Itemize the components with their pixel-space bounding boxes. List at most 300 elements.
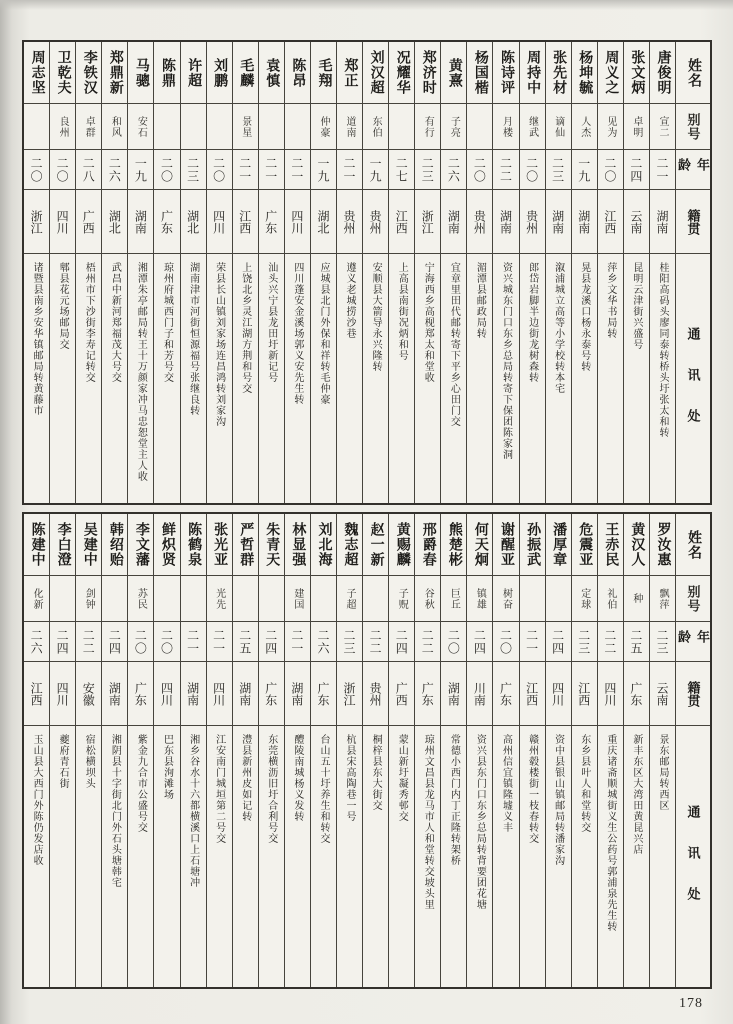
entry-native-place: 广东 bbox=[493, 662, 518, 726]
entry-alias: 化新 bbox=[24, 576, 49, 622]
entry-native-place: 湖北 bbox=[311, 190, 336, 254]
entry-address: 资中县银山镇邮局转潘家沟 bbox=[552, 734, 564, 866]
directory-entry-column bbox=[598, 42, 624, 503]
directory-entry-column bbox=[624, 514, 650, 987]
entry-native-place: 四川 bbox=[598, 662, 623, 726]
entry-alias: 礼伯 bbox=[598, 576, 623, 622]
entry-age: 二〇 bbox=[467, 150, 492, 190]
entry-alias: 月楼 bbox=[493, 104, 518, 150]
entry-age: 二〇 bbox=[598, 150, 623, 190]
directory-entry-column bbox=[259, 42, 285, 503]
entry-name: 袁慎 bbox=[259, 42, 284, 104]
entry-alias: 卓群 bbox=[76, 104, 101, 150]
entry-name: 况耀华 bbox=[389, 42, 414, 104]
entry-native-place: 四川 bbox=[50, 190, 75, 254]
entry-address: 溆浦城立高等小学校转本宅 bbox=[552, 262, 564, 394]
entry-name: 李文藩 bbox=[128, 514, 153, 576]
directory-entry-column bbox=[546, 42, 572, 503]
row-header-address: 通 讯 处 bbox=[685, 327, 701, 422]
entry-age: 二二 bbox=[598, 622, 623, 662]
entry-name: 陈昂 bbox=[285, 42, 310, 104]
directory-entry-column bbox=[154, 514, 180, 987]
entry-age: 二三 bbox=[546, 150, 571, 190]
entry-age: 二六 bbox=[102, 150, 127, 190]
entry-alias: 剑钟 bbox=[76, 576, 101, 622]
directory-entry-column bbox=[415, 42, 441, 503]
entry-alias bbox=[259, 104, 284, 150]
row-header-alias: 别号 bbox=[676, 576, 710, 622]
entry-age: 二二 bbox=[493, 150, 518, 190]
entry-name: 危震亚 bbox=[572, 514, 597, 576]
entry-native-place: 贵州 bbox=[363, 662, 388, 726]
entry-alias bbox=[50, 576, 75, 622]
entry-native-place: 广东 bbox=[259, 190, 284, 254]
entry-address: 蒙山新圩凝秀邨交 bbox=[396, 734, 408, 822]
entry-age: 二六 bbox=[24, 622, 49, 662]
entry-native-place: 贵州 bbox=[363, 190, 388, 254]
entry-name: 何天炯 bbox=[467, 514, 492, 576]
entry-native-place: 广东 bbox=[154, 190, 179, 254]
entry-native-place: 湖南 bbox=[285, 662, 310, 726]
entry-native-place: 四川 bbox=[154, 662, 179, 726]
row-header-column bbox=[676, 514, 710, 987]
entry-native-place: 广东 bbox=[415, 662, 440, 726]
directory-entry-column bbox=[415, 514, 441, 987]
entry-age: 二五 bbox=[624, 622, 649, 662]
entry-native-place: 江西 bbox=[389, 190, 414, 254]
entry-age: 二三 bbox=[337, 622, 362, 662]
entry-name: 赵一新 bbox=[363, 514, 388, 576]
entry-address: 荣县长山镇刘家场连昌鸿转刘家沟 bbox=[213, 262, 225, 427]
directory-entry-column bbox=[50, 514, 76, 987]
entry-native-place: 四川 bbox=[207, 662, 232, 726]
entry-name: 周志坚 bbox=[24, 42, 49, 104]
directory-entry-column bbox=[181, 514, 207, 987]
entry-alias bbox=[207, 104, 232, 150]
entry-age: 二〇 bbox=[493, 622, 518, 662]
entry-alias: 子超 bbox=[337, 576, 362, 622]
directory-entry-column bbox=[441, 42, 467, 503]
directory-entry-column bbox=[285, 42, 311, 503]
entry-age: 二〇 bbox=[154, 150, 179, 190]
entry-alias: 景星 bbox=[233, 104, 258, 150]
entry-name: 杨国楷 bbox=[467, 42, 492, 104]
directory-entry-column bbox=[337, 42, 363, 503]
entry-address: 安顺县大箭导永兴隆转 bbox=[370, 262, 382, 372]
entry-age: 一九 bbox=[128, 150, 153, 190]
entry-age: 二四 bbox=[50, 622, 75, 662]
entry-name: 唐俊明 bbox=[650, 42, 675, 104]
entry-age: 二一 bbox=[207, 622, 232, 662]
directory-entry-column bbox=[207, 514, 233, 987]
entry-address: 重庆诸斋顺城街义生公药号郭浦泉先生转 bbox=[604, 734, 616, 932]
entry-age: 二六 bbox=[311, 622, 336, 662]
entry-address: 湘乡谷水十六都横溪口上石塘冲 bbox=[187, 734, 199, 888]
entry-name: 黄熹 bbox=[441, 42, 466, 104]
entry-address: 郎岱岩脚半边街龙树森转 bbox=[526, 262, 538, 383]
entry-age: 二三 bbox=[181, 150, 206, 190]
entry-native-place: 江西 bbox=[520, 662, 545, 726]
entry-age: 二一 bbox=[650, 150, 675, 190]
directory-entry-column bbox=[50, 42, 76, 503]
entry-address: 应城县北门外保和祥转毛仲豪 bbox=[317, 262, 329, 405]
entry-age: 二〇 bbox=[154, 622, 179, 662]
entry-native-place: 四川 bbox=[546, 662, 571, 726]
row-header-age: 年龄 bbox=[676, 150, 710, 190]
entry-alias bbox=[233, 576, 258, 622]
entry-name: 林显强 bbox=[285, 514, 310, 576]
entry-address: 玉山县大西门外陈仍发店收 bbox=[31, 734, 43, 866]
entry-address: 澧县新州皮如记转 bbox=[239, 734, 251, 822]
entry-native-place: 广东 bbox=[259, 662, 284, 726]
directory-entry-column bbox=[467, 514, 493, 987]
entry-address: 上饶北乡灵江湖方荆和号交 bbox=[239, 262, 251, 394]
entry-name: 邢爵春 bbox=[415, 514, 440, 576]
directory-entry-column bbox=[493, 514, 519, 987]
entry-native-place: 湖南 bbox=[650, 190, 675, 254]
entry-alias: 子亮 bbox=[441, 104, 466, 150]
directory-entry-column bbox=[389, 42, 415, 503]
entry-name: 潘厚章 bbox=[546, 514, 571, 576]
entry-name: 吴建中 bbox=[76, 514, 101, 576]
entry-alias: 东伯 bbox=[363, 104, 388, 150]
entry-age: 二八 bbox=[76, 150, 101, 190]
entry-name: 李铁汉 bbox=[76, 42, 101, 104]
entry-address: 东乡县叶人和堂转交 bbox=[578, 734, 590, 833]
row-header-native_place: 籍贯 bbox=[676, 662, 710, 726]
entry-native-place: 广西 bbox=[389, 662, 414, 726]
entry-native-place: 江西 bbox=[233, 190, 258, 254]
directory-entry-column bbox=[181, 42, 207, 503]
entry-native-place: 湖南 bbox=[546, 190, 571, 254]
entry-address: 桐梓县东大街交 bbox=[370, 734, 382, 811]
entry-alias: 有行 bbox=[415, 104, 440, 150]
entry-address: 夔府青石街 bbox=[57, 734, 69, 789]
entry-address: 紫金九合市公盛号交 bbox=[135, 734, 147, 833]
entry-age: 二〇 bbox=[128, 622, 153, 662]
entry-address: 醴陵南城杨义发转 bbox=[291, 734, 303, 822]
directory-entry-column bbox=[493, 42, 519, 503]
entry-age: 二〇 bbox=[441, 622, 466, 662]
entry-name: 王赤民 bbox=[598, 514, 623, 576]
entry-age: 二〇 bbox=[207, 150, 232, 190]
entry-name: 陈鹤泉 bbox=[181, 514, 206, 576]
entry-address: 琼州府城西门子和芳号交 bbox=[161, 262, 173, 383]
directory-entry-column bbox=[389, 514, 415, 987]
entry-alias bbox=[154, 576, 179, 622]
entry-name: 张文炳 bbox=[624, 42, 649, 104]
directory-entry-column bbox=[467, 42, 493, 503]
page-number: 178 bbox=[679, 996, 703, 1011]
entry-name: 黄汉人 bbox=[624, 514, 649, 576]
directory-entry-column bbox=[572, 42, 598, 503]
entry-alias: 安石 bbox=[128, 104, 153, 150]
directory-entry-column bbox=[441, 514, 467, 987]
entry-alias: 苏民 bbox=[128, 576, 153, 622]
entry-address: 赣州毂楼街一枝春转交 bbox=[526, 734, 538, 844]
entry-age: 二〇 bbox=[520, 150, 545, 190]
directory-entry-column bbox=[520, 42, 546, 503]
entry-name: 陈诗评 bbox=[493, 42, 518, 104]
entry-age: 二四 bbox=[102, 622, 127, 662]
row-header-column bbox=[676, 42, 710, 503]
entry-address: 琼州文昌县龙马市人和堂转交坡头里 bbox=[422, 734, 434, 910]
entry-age: 二四 bbox=[259, 622, 284, 662]
entry-name: 周义之 bbox=[598, 42, 623, 104]
entry-age: 二一 bbox=[259, 150, 284, 190]
entry-alias bbox=[24, 104, 49, 150]
entry-native-place: 江西 bbox=[572, 662, 597, 726]
entry-age: 二三 bbox=[415, 150, 440, 190]
entry-native-place: 贵州 bbox=[337, 190, 362, 254]
directory-entry-column bbox=[650, 42, 676, 503]
entry-name: 马骢 bbox=[128, 42, 153, 104]
entry-name: 张光亚 bbox=[207, 514, 232, 576]
directory-entry-column bbox=[546, 514, 572, 987]
entry-alias: 继武 bbox=[520, 104, 545, 150]
entry-address: 遵义老城捞沙巷 bbox=[344, 262, 356, 339]
entry-alias: 镇雄 bbox=[467, 576, 492, 622]
entry-name: 张先材 bbox=[546, 42, 571, 104]
entry-address: 萍乡文华书局转 bbox=[604, 262, 616, 339]
entry-address: 上高县南街况炳和号 bbox=[396, 262, 408, 361]
directory-entry-column bbox=[598, 514, 624, 987]
entry-native-place: 贵州 bbox=[467, 190, 492, 254]
entry-alias: 谪仙 bbox=[546, 104, 571, 150]
row-header-address: 通 讯 处 bbox=[685, 805, 701, 900]
entry-age: 二四 bbox=[546, 622, 571, 662]
entry-alias bbox=[363, 576, 388, 622]
entry-alias: 建国 bbox=[285, 576, 310, 622]
entry-native-place: 云南 bbox=[624, 190, 649, 254]
entry-alias: 人杰 bbox=[572, 104, 597, 150]
entry-age: 二一 bbox=[181, 622, 206, 662]
entry-name: 孙振武 bbox=[520, 514, 545, 576]
entry-alias bbox=[389, 104, 414, 150]
entry-native-place: 浙江 bbox=[415, 190, 440, 254]
entry-native-place: 湖南 bbox=[102, 662, 127, 726]
entry-age: 二二 bbox=[76, 622, 101, 662]
directory-entry-column bbox=[311, 514, 337, 987]
entry-name: 谢醒亚 bbox=[493, 514, 518, 576]
entry-name: 陈建中 bbox=[24, 514, 49, 576]
entry-address: 湄潭县邮政局转 bbox=[474, 262, 486, 339]
entry-native-place: 湖南 bbox=[128, 190, 153, 254]
entry-age: 一九 bbox=[311, 150, 336, 190]
entry-native-place: 湖南 bbox=[181, 662, 206, 726]
entry-address: 高州信宜镇隆墟义丰 bbox=[500, 734, 512, 833]
entry-address: 资兴县东门口东乡总局转背要团花塘 bbox=[474, 734, 486, 910]
entry-alias bbox=[520, 576, 545, 622]
entry-name: 罗汝惠 bbox=[650, 514, 675, 576]
entry-name: 刘汉超 bbox=[363, 42, 388, 104]
entry-alias: 良州 bbox=[50, 104, 75, 150]
entry-address: 新丰东区大湾田黄昆兴店 bbox=[630, 734, 642, 855]
directory-entry-column bbox=[76, 514, 102, 987]
entry-name: 熊楚彬 bbox=[441, 514, 466, 576]
row-header-name: 姓名 bbox=[676, 42, 710, 104]
entry-age: 一九 bbox=[572, 150, 597, 190]
entry-address: 宿松横坝头 bbox=[83, 734, 95, 789]
entry-alias bbox=[311, 576, 336, 622]
entry-name: 朱青天 bbox=[259, 514, 284, 576]
entry-name: 毛麟 bbox=[233, 42, 258, 104]
entry-age: 一九 bbox=[363, 150, 388, 190]
entry-alias: 种 bbox=[624, 576, 649, 622]
entry-age: 二一 bbox=[285, 150, 310, 190]
entry-address: 昆明云津街兴盛号 bbox=[630, 262, 642, 350]
entry-native-place: 广东 bbox=[311, 662, 336, 726]
directory-entry-column bbox=[102, 514, 128, 987]
entry-address: 江安南门城垣第二号交 bbox=[213, 734, 225, 844]
entry-alias bbox=[181, 104, 206, 150]
entry-native-place: 湖南 bbox=[493, 190, 518, 254]
directory-entry-column bbox=[337, 514, 363, 987]
entry-native-place: 广东 bbox=[624, 662, 649, 726]
entry-native-place: 贵州 bbox=[520, 190, 545, 254]
directory-table-bottom bbox=[22, 512, 712, 989]
entry-native-place: 四川 bbox=[285, 190, 310, 254]
directory-entry-column bbox=[207, 42, 233, 503]
directory-entry-column bbox=[128, 42, 154, 503]
directory-entry-column bbox=[259, 514, 285, 987]
directory-table-top bbox=[22, 40, 712, 505]
entry-address: 汕头兴宁县龙田圩新记号 bbox=[265, 262, 277, 383]
directory-entry-column bbox=[102, 42, 128, 503]
entry-alias: 宣二 bbox=[650, 104, 675, 150]
entry-address: 宁海西乡高枧郑太和堂收 bbox=[422, 262, 434, 383]
entry-native-place: 广西 bbox=[76, 190, 101, 254]
row-header-age: 年龄 bbox=[676, 622, 710, 662]
entry-alias: 仲豪 bbox=[311, 104, 336, 150]
entry-native-place: 湖南 bbox=[233, 662, 258, 726]
entry-address: 东莞横沥旧圩合利号交 bbox=[265, 734, 277, 844]
entry-name: 毛翔 bbox=[311, 42, 336, 104]
entry-alias: 飘萍 bbox=[650, 576, 675, 622]
entry-name: 卫乾夫 bbox=[50, 42, 75, 104]
entry-alias bbox=[546, 576, 571, 622]
entry-name: 鲜炽贤 bbox=[154, 514, 179, 576]
directory-entry-column bbox=[24, 42, 50, 503]
entry-native-place: 四川 bbox=[207, 190, 232, 254]
entry-address: 郫县花元场邮局交 bbox=[57, 262, 69, 350]
entry-native-place: 湖南 bbox=[441, 190, 466, 254]
entry-alias bbox=[259, 576, 284, 622]
entry-address: 资兴城东门口东乡总局转寄下保团陈家洞 bbox=[500, 262, 512, 460]
entry-native-place: 湖南 bbox=[572, 190, 597, 254]
entry-address: 梧州市下沙街李寿记转交 bbox=[83, 262, 95, 383]
entry-age: 二〇 bbox=[24, 150, 49, 190]
directory-entry-column bbox=[363, 514, 389, 987]
entry-alias: 谷秋 bbox=[415, 576, 440, 622]
entry-alias: 定球 bbox=[572, 576, 597, 622]
entry-age: 二三 bbox=[650, 622, 675, 662]
entry-name: 杨坤毓 bbox=[572, 42, 597, 104]
entry-age: 二五 bbox=[233, 622, 258, 662]
directory-entry-column bbox=[128, 514, 154, 987]
entry-age: 二三 bbox=[572, 622, 597, 662]
entry-native-place: 浙江 bbox=[24, 190, 49, 254]
directory-entry-column bbox=[285, 514, 311, 987]
entry-native-place: 江西 bbox=[24, 662, 49, 726]
entry-native-place: 四川 bbox=[50, 662, 75, 726]
entry-age: 二二 bbox=[363, 622, 388, 662]
directory-entry-column bbox=[154, 42, 180, 503]
entry-alias: 道南 bbox=[337, 104, 362, 150]
directory-entry-column bbox=[76, 42, 102, 503]
entry-address: 湖南津市河街恒源福号张继良转 bbox=[187, 262, 199, 416]
entry-age: 二一 bbox=[337, 150, 362, 190]
entry-name: 郑鼎新 bbox=[102, 42, 127, 104]
entry-address: 景东邮局转西区 bbox=[656, 734, 668, 811]
entry-name: 周持中 bbox=[520, 42, 545, 104]
entry-alias: 树奋 bbox=[493, 576, 518, 622]
entry-alias: 巨丘 bbox=[441, 576, 466, 622]
entry-name: 魏志超 bbox=[337, 514, 362, 576]
entry-alias: 和风 bbox=[102, 104, 127, 150]
entry-age: 二〇 bbox=[50, 150, 75, 190]
entry-alias bbox=[181, 576, 206, 622]
entry-age: 二一 bbox=[233, 150, 258, 190]
entry-address: 诸暨县南乡安华镇邮局转黄藤市 bbox=[31, 262, 43, 416]
entry-address: 宜章里田代邮转寄下平乡心田门交 bbox=[448, 262, 460, 427]
directory-entry-column bbox=[24, 514, 50, 987]
directory-entry-column bbox=[624, 42, 650, 503]
entry-native-place: 江西 bbox=[598, 190, 623, 254]
entry-name: 刘鹏 bbox=[207, 42, 232, 104]
entry-native-place: 广东 bbox=[128, 662, 153, 726]
directory-entry-column bbox=[572, 514, 598, 987]
entry-native-place: 湖南 bbox=[441, 662, 466, 726]
entry-alias bbox=[467, 104, 492, 150]
entry-age: 二一 bbox=[520, 622, 545, 662]
entry-alias: 子贶 bbox=[389, 576, 414, 622]
entry-name: 韩绍贻 bbox=[102, 514, 127, 576]
directory-entry-column bbox=[363, 42, 389, 503]
entry-address: 桂阳高码头廖同泰转桥头圩张太和转 bbox=[656, 262, 668, 438]
directory-entry-column bbox=[233, 42, 259, 503]
entry-alias: 见为 bbox=[598, 104, 623, 150]
entry-name: 郑济时 bbox=[415, 42, 440, 104]
directory-entry-column bbox=[311, 42, 337, 503]
entry-name: 陈鼎 bbox=[154, 42, 179, 104]
directory-entry-column bbox=[650, 514, 676, 987]
entry-address: 湘潭朱亭邮局转王十万颜家冲马忠恕堂主人收 bbox=[135, 262, 147, 482]
entry-age: 二七 bbox=[389, 150, 414, 190]
entry-name: 黄赐麟 bbox=[389, 514, 414, 576]
entry-name: 刘北海 bbox=[311, 514, 336, 576]
row-header-alias: 别号 bbox=[676, 104, 710, 150]
entry-age: 二四 bbox=[467, 622, 492, 662]
entry-address: 台山五十圩养生和转交 bbox=[317, 734, 329, 844]
row-header-native_place: 籍贯 bbox=[676, 190, 710, 254]
entry-native-place: 川南 bbox=[467, 662, 492, 726]
directory-entry-column bbox=[233, 514, 259, 987]
entry-age: 二一 bbox=[285, 622, 310, 662]
entry-alias: 卓明 bbox=[624, 104, 649, 150]
row-header-name: 姓名 bbox=[676, 514, 710, 576]
entry-age: 二四 bbox=[624, 150, 649, 190]
entry-name: 李白澄 bbox=[50, 514, 75, 576]
entry-native-place: 湖北 bbox=[102, 190, 127, 254]
entry-native-place: 安徽 bbox=[76, 662, 101, 726]
entry-native-place: 云南 bbox=[650, 662, 675, 726]
entry-alias bbox=[154, 104, 179, 150]
entry-age: 二四 bbox=[389, 622, 414, 662]
entry-alias bbox=[102, 576, 127, 622]
entry-native-place: 浙江 bbox=[337, 662, 362, 726]
entry-alias bbox=[285, 104, 310, 150]
